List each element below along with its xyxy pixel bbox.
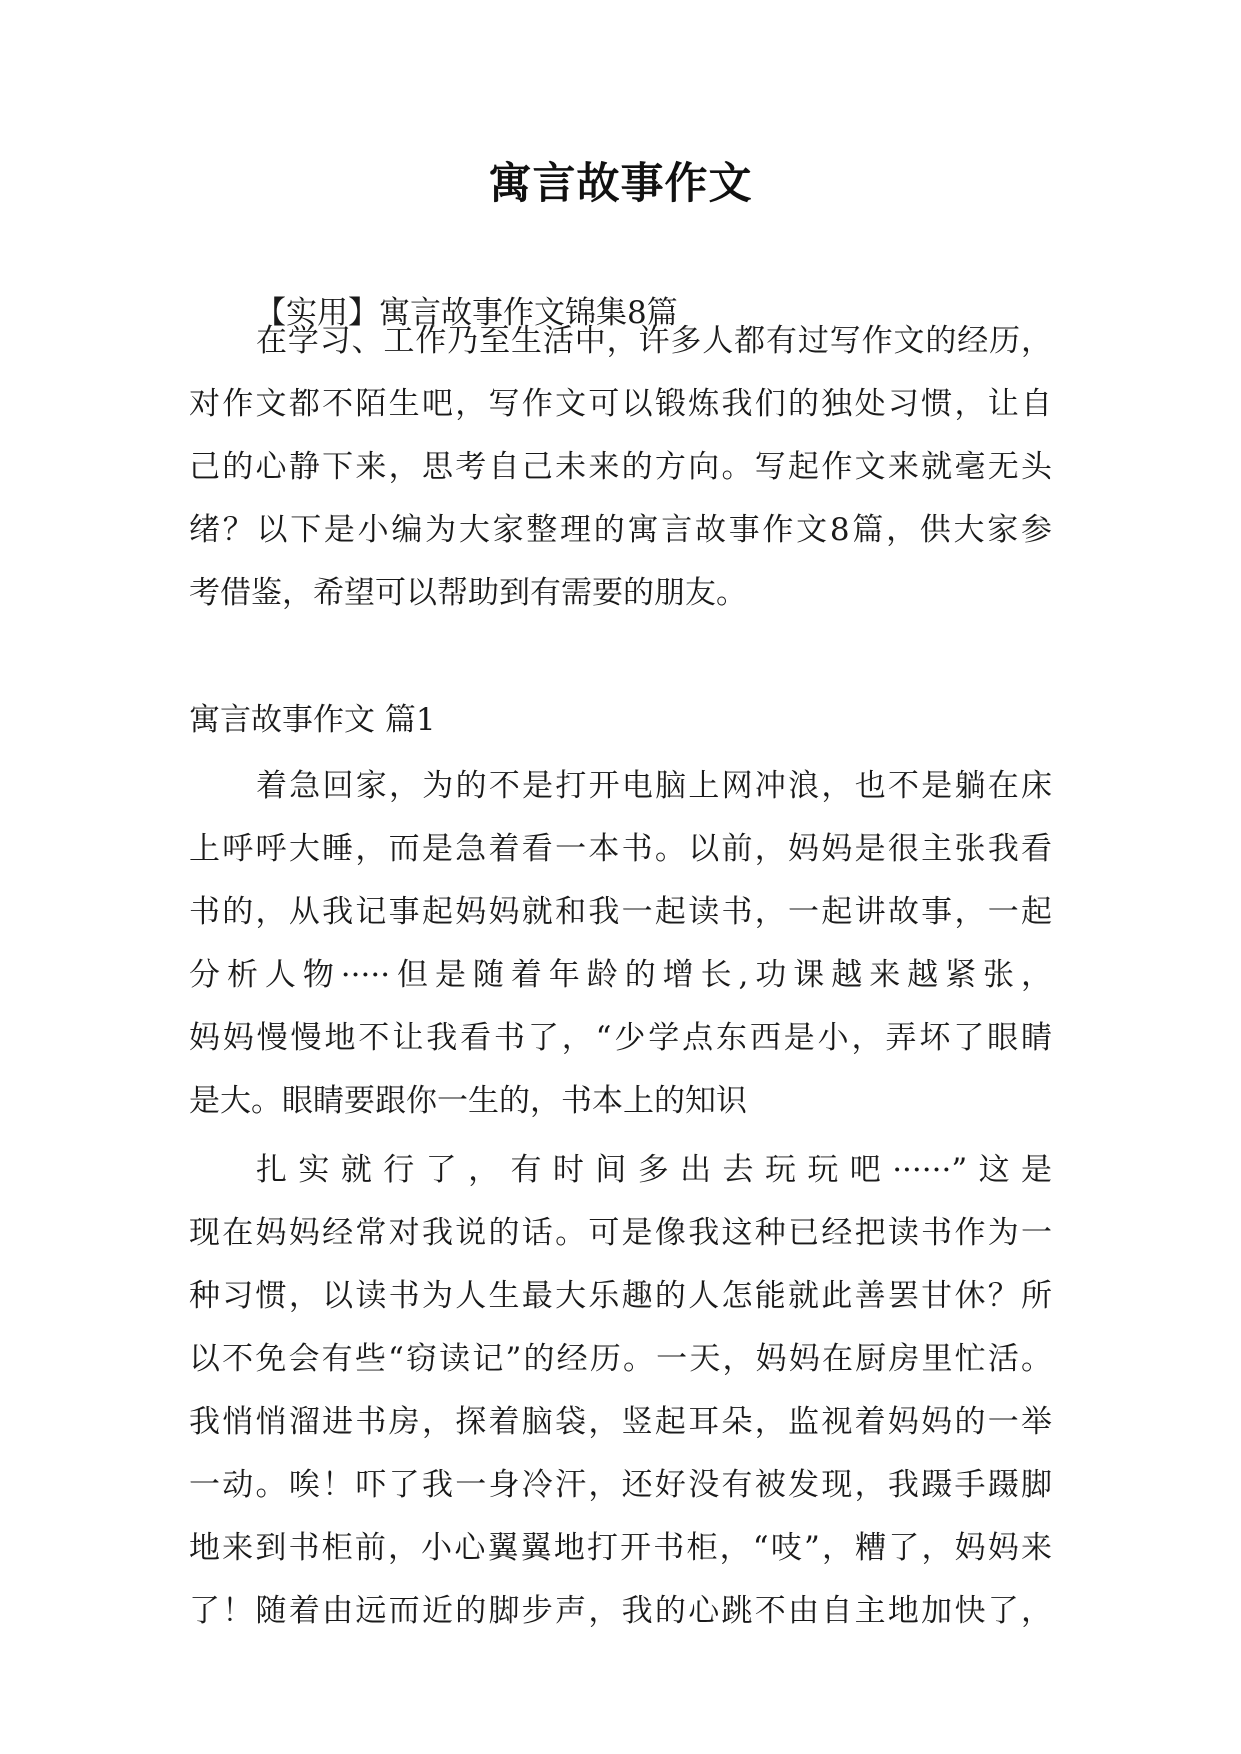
intro-paragraph bbox=[189, 310, 1052, 625]
paragraph-line: 现在妈妈经常对我说的话。可是像我这种已经把读书作为一 bbox=[189, 1215, 1052, 1251]
section-heading: 寓言故事作文 篇1 bbox=[189, 702, 436, 738]
paragraph-line: 我悄悄溜进书房，探着脑袋，竖起耳朵，监视着妈妈的一举 bbox=[189, 1404, 1052, 1440]
story-paragraph-2 bbox=[189, 1139, 1052, 1643]
paragraph-line: 己的心静下来，思考自己未来的方向。写起作文来就毫无头 bbox=[189, 449, 1052, 485]
paragraph-line: 是大。眼睛要跟你一生的，书本上的知识 bbox=[189, 1083, 747, 1119]
document-title: 寓言故事作文 bbox=[488, 159, 753, 209]
paragraph-line: 上呼呼大睡，而是急着看一本书。以前，妈妈是很主张我看 bbox=[189, 831, 1052, 867]
paragraph-line: 妈妈慢慢地不让我看书了，“少学点东西是小，弄坏了眼睛 bbox=[189, 1020, 1052, 1056]
paragraph-line: 一动。唉！吓了我一身冷汗，还好没有被发现，我蹑手蹑脚 bbox=[189, 1467, 1052, 1503]
paragraph-line: 以不免会有些“窃读记”的经历。一天，妈妈在厨房里忙活。 bbox=[189, 1341, 1052, 1377]
paragraph-line: 种习惯，以读书为人生最大乐趣的人怎能就此善罢甘休？所 bbox=[189, 1278, 1052, 1314]
paragraph-line: 了！随着由远而近的脚步声，我的心跳不由自主地加快了， bbox=[189, 1593, 1052, 1629]
paragraph-line: 书的，从我记事起妈妈就和我一起读书，一起讲故事，一起 bbox=[189, 894, 1052, 930]
paragraph-line: 绪？以下是小编为大家整理的寓言故事作文8篇，供大家参 bbox=[189, 512, 1052, 548]
story-paragraph-1 bbox=[189, 755, 1052, 1133]
paragraph-line: 对作文都不陌生吧，写作文可以锻炼我们的独处习惯，让自 bbox=[189, 386, 1052, 422]
document-subtitle: 【实用】寓言故事作文锦集8篇 bbox=[255, 295, 678, 331]
paragraph-line: 着急回家，为的不是打开电脑上网冲浪，也不是躺在床 bbox=[256, 768, 1052, 804]
paragraph-line: 考借鉴，希望可以帮助到有需要的朋友。 bbox=[189, 575, 747, 611]
paragraph-line: 在学习、工作乃至生活中，许多人都有过写作文的经历， bbox=[256, 323, 1052, 359]
paragraph-line: 扎实就行了，有时间多出去玩玩吧······”这是 bbox=[256, 1152, 1052, 1188]
paragraph-line: 分析人物·····但是随着年龄的增长,功课越来越紧张， bbox=[189, 957, 1052, 993]
paragraph-line: 地来到书柜前，小心翼翼地打开书柜，“吱”，糟了，妈妈来 bbox=[189, 1530, 1052, 1566]
